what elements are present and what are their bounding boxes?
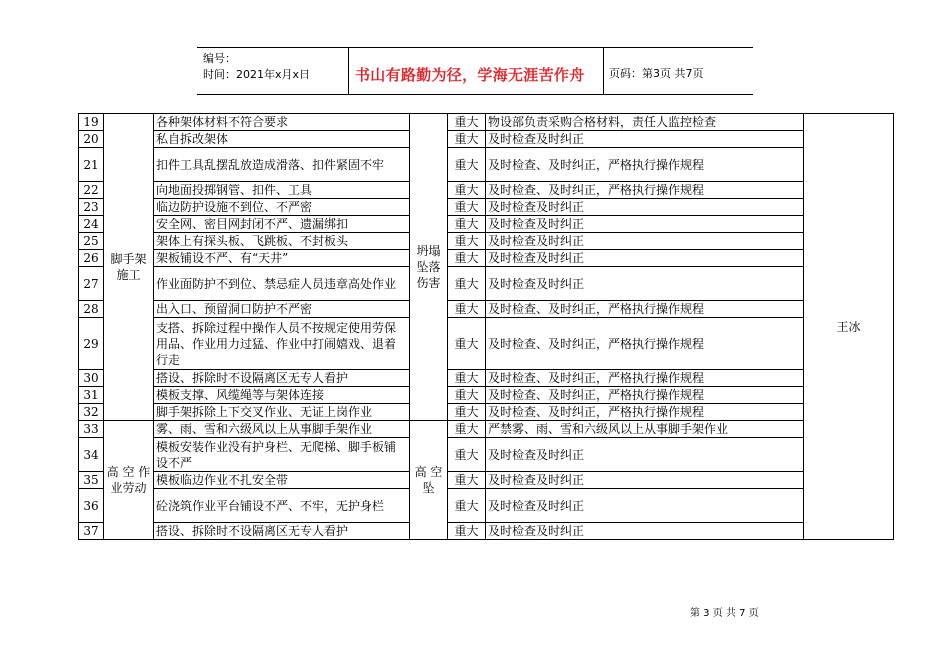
risk-level: 重大 — [448, 199, 486, 216]
risk-level: 重大 — [448, 387, 486, 404]
row-number: 25 — [79, 233, 104, 250]
risk-level: 重大 — [448, 489, 486, 523]
control-measure: 及时检查、及时纠正，严格执行操作规程 — [486, 182, 804, 199]
row-number: 22 — [79, 182, 104, 199]
row-number: 23 — [79, 199, 104, 216]
hazard-description: 模板临边作业不扎安全带 — [154, 472, 410, 489]
risk-level: 重大 — [448, 131, 486, 148]
header-divider — [603, 47, 604, 95]
table-row — [79, 318, 894, 370]
table-row — [79, 114, 894, 131]
control-measure: 及时检查、及时纠正，严格执行操作规程 — [486, 370, 804, 387]
risk-level: 重大 — [448, 267, 486, 301]
hazard-description: 架体上有探头板、飞跳板、不封板头 — [154, 233, 410, 250]
table-row — [79, 421, 894, 438]
risk-level: 重大 — [448, 148, 486, 182]
time-label: 时间：2021年x月x日 — [203, 68, 311, 81]
control-measure: 及时检查及时纠正 — [486, 250, 804, 267]
row-number: 31 — [79, 387, 104, 404]
hazard-description: 脚手架拆除上下交叉作业、无证上岗作业 — [154, 404, 410, 421]
control-measure: 及时检查、及时纠正，严格执行操作规程 — [486, 404, 804, 421]
row-number: 20 — [79, 131, 104, 148]
row-number: 33 — [79, 421, 104, 438]
hazard-description: 搭设、拆除时不设隔离区无专人看护 — [154, 370, 410, 387]
control-measure: 及时检查及时纠正 — [486, 472, 804, 489]
header-bottom-rule — [197, 94, 753, 95]
category-cell: 高 空 作业劳动 — [104, 421, 154, 540]
row-number: 28 — [79, 301, 104, 318]
control-measure: 及时检查、及时纠正，严格执行操作规程 — [486, 318, 804, 370]
row-number: 19 — [79, 114, 104, 131]
hazard-description: 砼浇筑作业平台铺设不严、不牢，无护身栏 — [154, 489, 410, 523]
page-footer: 第 3 页 共 7 页 — [690, 608, 759, 619]
hazard-description: 出入口、预留洞口防护不严密 — [154, 301, 410, 318]
risk-level: 重大 — [448, 301, 486, 318]
control-measure: 及时检查及时纠正 — [486, 267, 804, 301]
row-number: 37 — [79, 523, 104, 540]
row-number: 27 — [79, 267, 104, 301]
hazard-description: 私自拆改架体 — [154, 131, 410, 148]
table-row — [79, 489, 894, 523]
page-header — [197, 47, 753, 95]
category-cell: 脚手架施工 — [104, 114, 154, 421]
table-row — [79, 148, 894, 182]
row-number: 32 — [79, 404, 104, 421]
hazard-description: 扣件工具乱摆乱放造成滑落、扣件紧固不牢 — [154, 148, 410, 182]
row-number: 30 — [79, 370, 104, 387]
hazard-description: 雾、雨、雪和六级风以上从事脚手架作业 — [154, 421, 410, 438]
control-measure: 严禁雾、雨、雪和六级风以上从事脚手架作业 — [486, 421, 804, 438]
risk-level: 重大 — [448, 233, 486, 250]
risk-level: 重大 — [448, 318, 486, 370]
row-number: 26 — [79, 250, 104, 267]
risk-level: 重大 — [448, 404, 486, 421]
risk-level: 重大 — [448, 370, 486, 387]
row-number: 35 — [79, 472, 104, 489]
hazard-description: 安全网、密目网封闭不严、遗漏绑扣 — [154, 216, 410, 233]
risk-level: 重大 — [448, 216, 486, 233]
hazard-description: 搭设、拆除时不设隔离区无专人看护 — [154, 523, 410, 540]
hazard-description: 模板支撑、风缆绳等与架体连接 — [154, 387, 410, 404]
control-measure: 及时检查、及时纠正，严格执行操作规程 — [486, 301, 804, 318]
responsible-person: 王冰 — [804, 114, 894, 540]
hazard-type-cell: 坍塌坠落伤害 — [410, 114, 448, 421]
hazard-type-cell: 高 空坠 — [410, 421, 448, 540]
control-measure: 及时检查、及时纠正，严格执行操作规程 — [486, 387, 804, 404]
risk-level: 重大 — [448, 421, 486, 438]
table-row — [79, 233, 894, 250]
control-measure: 及时检查及时纠正 — [486, 489, 804, 523]
table-row — [79, 131, 894, 148]
table-row — [79, 472, 894, 489]
row-number: 21 — [79, 148, 104, 182]
table-row — [79, 438, 894, 472]
hazard-description: 临边防护设施不到位、不严密 — [154, 199, 410, 216]
risk-level: 重大 — [448, 438, 486, 472]
hazard-description: 模板安装作业没有护身栏、无爬梯、脚手板铺设不严 — [154, 438, 410, 472]
control-measure: 及时检查及时纠正 — [486, 131, 804, 148]
control-measure: 及时检查及时纠正 — [486, 216, 804, 233]
table-row — [79, 387, 894, 404]
table-row — [79, 199, 894, 216]
risk-level: 重大 — [448, 114, 486, 131]
control-measure: 及时检查及时纠正 — [486, 199, 804, 216]
control-measure: 及时检查及时纠正 — [486, 233, 804, 250]
table-row — [79, 182, 894, 199]
control-measure: 物设部负责采购合格材料，责任人监控检查 — [486, 114, 804, 131]
control-measure: 及时检查及时纠正 — [486, 523, 804, 540]
row-number: 24 — [79, 216, 104, 233]
hazard-description: 支搭、拆除过程中操作人员不按规定使用劳保用品、作业用力过猛、作业中打闹嬉戏、退着行走 — [154, 318, 410, 370]
row-number: 36 — [79, 489, 104, 523]
risk-level: 重大 — [448, 472, 486, 489]
control-measure: 及时检查及时纠正 — [486, 438, 804, 472]
table-row — [79, 370, 894, 387]
table-row — [79, 267, 894, 301]
hazard-description: 架板铺设不严、有“天井” — [154, 250, 410, 267]
hazard-description: 作业面防护不到位、禁忌症人员违章高处作业 — [154, 267, 410, 301]
header-divider — [348, 47, 349, 95]
hazard-description: 各种架体材料不符合要求 — [154, 114, 410, 131]
motto: 书山有路勤为径，学海无涯苦作舟 — [355, 66, 585, 84]
table-row — [79, 523, 894, 540]
table-row — [79, 216, 894, 233]
header-top-rule — [197, 47, 753, 48]
table-row — [79, 301, 894, 318]
risk-level: 重大 — [448, 182, 486, 199]
row-number: 29 — [79, 318, 104, 370]
table-row — [79, 250, 894, 267]
risk-level: 重大 — [448, 523, 486, 540]
row-number: 34 — [79, 438, 104, 472]
hazard-description: 向地面投掷钢管、扣件、工具 — [154, 182, 410, 199]
page-label: 页码：第3页 共7页 — [609, 67, 704, 80]
control-measure: 及时检查、及时纠正，严格执行操作规程 — [486, 148, 804, 182]
hazard-table — [78, 113, 894, 540]
risk-level: 重大 — [448, 250, 486, 267]
header-meta — [203, 51, 310, 83]
table-row — [79, 404, 894, 421]
number-label: 编号： — [203, 52, 236, 65]
